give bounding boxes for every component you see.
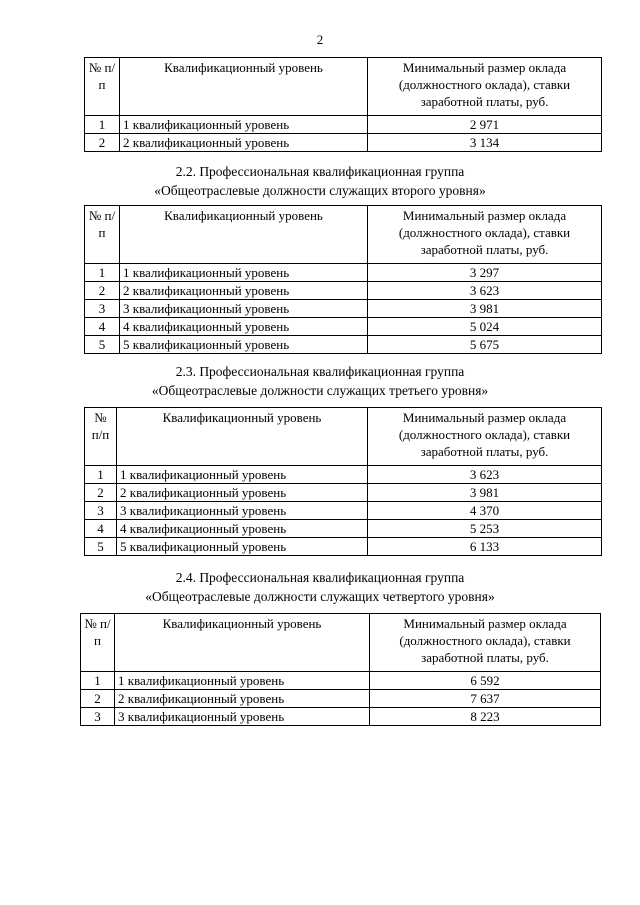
section-heading-2-3: 2.3. Профессиональная квалификационная группа [175,364,465,379]
table-row [85,134,602,152]
row-num: 1 [85,264,120,282]
col-header-num: № п/п [81,614,115,672]
row-salary: 3 297 [368,264,602,282]
table-row [85,336,602,354]
row-num: 3 [85,300,120,318]
col-header-salary: Минимальный размер оклада (должностного оклада), ставки заработной платы, руб. [368,206,602,264]
row-num: 4 [85,520,117,538]
table-row [85,466,602,484]
table-row [85,300,602,318]
row-num: 5 [85,336,120,354]
row-num: 3 [81,708,115,726]
table-row [81,690,601,708]
row-level: 5 квалификационный уровень [120,336,368,354]
table-row [85,538,602,556]
row-num: 2 [85,134,120,152]
row-level: 1 квалификационный уровень [115,672,370,690]
col-header-salary: Минимальный размер оклада (должностного оклада), ставки заработной платы, руб. [370,614,601,672]
col-header-level: Квалификационный уровень [117,408,368,466]
row-level: 2 квалификационный уровень [120,134,368,152]
table-row [81,708,601,726]
salary-table-1 [84,57,602,152]
table-row [81,672,601,690]
table-row [85,116,602,134]
section-subheading-2-2: «Общеотраслевые должности служащих второго уровня» [154,183,486,198]
table-header-row [85,206,602,264]
row-level: 3 квалификационный уровень [115,708,370,726]
row-level: 5 квалификационный уровень [117,538,368,556]
section-heading-2-2: 2.2. Профессиональная квалификационная группа [175,164,465,179]
col-header-salary: Минимальный размер оклада (должностного оклада), ставки заработной платы, руб. [368,408,602,466]
row-salary: 6 133 [368,538,602,556]
col-header-level: Квалификационный уровень [120,206,368,264]
salary-table-2-2 [84,205,602,354]
row-level: 2 квалификационный уровень [115,690,370,708]
row-salary: 3 623 [368,282,602,300]
row-level: 1 квалификационный уровень [120,264,368,282]
col-header-num: № п/п [85,408,117,466]
table-row [85,484,602,502]
row-salary: 7 637 [370,690,601,708]
col-header-num: № п/п [85,206,120,264]
row-salary: 3 623 [368,466,602,484]
row-salary: 3 981 [368,300,602,318]
row-num: 3 [85,502,117,520]
col-header-salary: Минимальный размер оклада (должностного оклада), ставки заработной платы, руб. [368,58,602,116]
row-salary: 3 134 [368,134,602,152]
table-row [85,318,602,336]
row-level: 2 квалификационный уровень [117,484,368,502]
section-heading-2-4: 2.4. Профессиональная квалификационная группа [175,570,465,585]
row-salary: 5 024 [368,318,602,336]
table-header-row [81,614,601,672]
salary-table-2-3 [84,407,602,556]
row-salary: 8 223 [370,708,601,726]
row-salary: 2 971 [368,116,602,134]
col-header-num: № п/п [85,58,120,116]
row-level: 1 квалификационный уровень [117,466,368,484]
section-subheading-2-3: «Общеотраслевые должности служащих третьего уровня» [151,383,489,398]
table-row [85,282,602,300]
row-level: 2 квалификационный уровень [120,282,368,300]
col-header-level: Квалификационный уровень [115,614,370,672]
row-num: 5 [85,538,117,556]
row-num: 2 [85,282,120,300]
row-level: 1 квалификационный уровень [120,116,368,134]
row-num: 1 [85,116,120,134]
table-header-row [85,408,602,466]
row-num: 1 [85,466,117,484]
row-level: 4 квалификационный уровень [120,318,368,336]
row-num: 4 [85,318,120,336]
row-salary: 5 253 [368,520,602,538]
row-num: 2 [81,690,115,708]
table-header-row [85,58,602,116]
row-level: 4 квалификационный уровень [117,520,368,538]
section-subheading-2-4: «Общеотраслевые должности служащих четвертого уровня» [145,589,495,604]
row-num: 2 [85,484,117,502]
row-salary: 5 675 [368,336,602,354]
col-header-level: Квалификационный уровень [120,58,368,116]
table-row [85,502,602,520]
page-number: 2 [316,32,324,47]
row-level: 3 квалификационный уровень [120,300,368,318]
row-num: 1 [81,672,115,690]
row-level: 3 квалификационный уровень [117,502,368,520]
row-salary: 6 592 [370,672,601,690]
row-salary: 4 370 [368,502,602,520]
table-row [85,520,602,538]
row-salary: 3 981 [368,484,602,502]
salary-table-2-4 [80,613,601,726]
table-row [85,264,602,282]
